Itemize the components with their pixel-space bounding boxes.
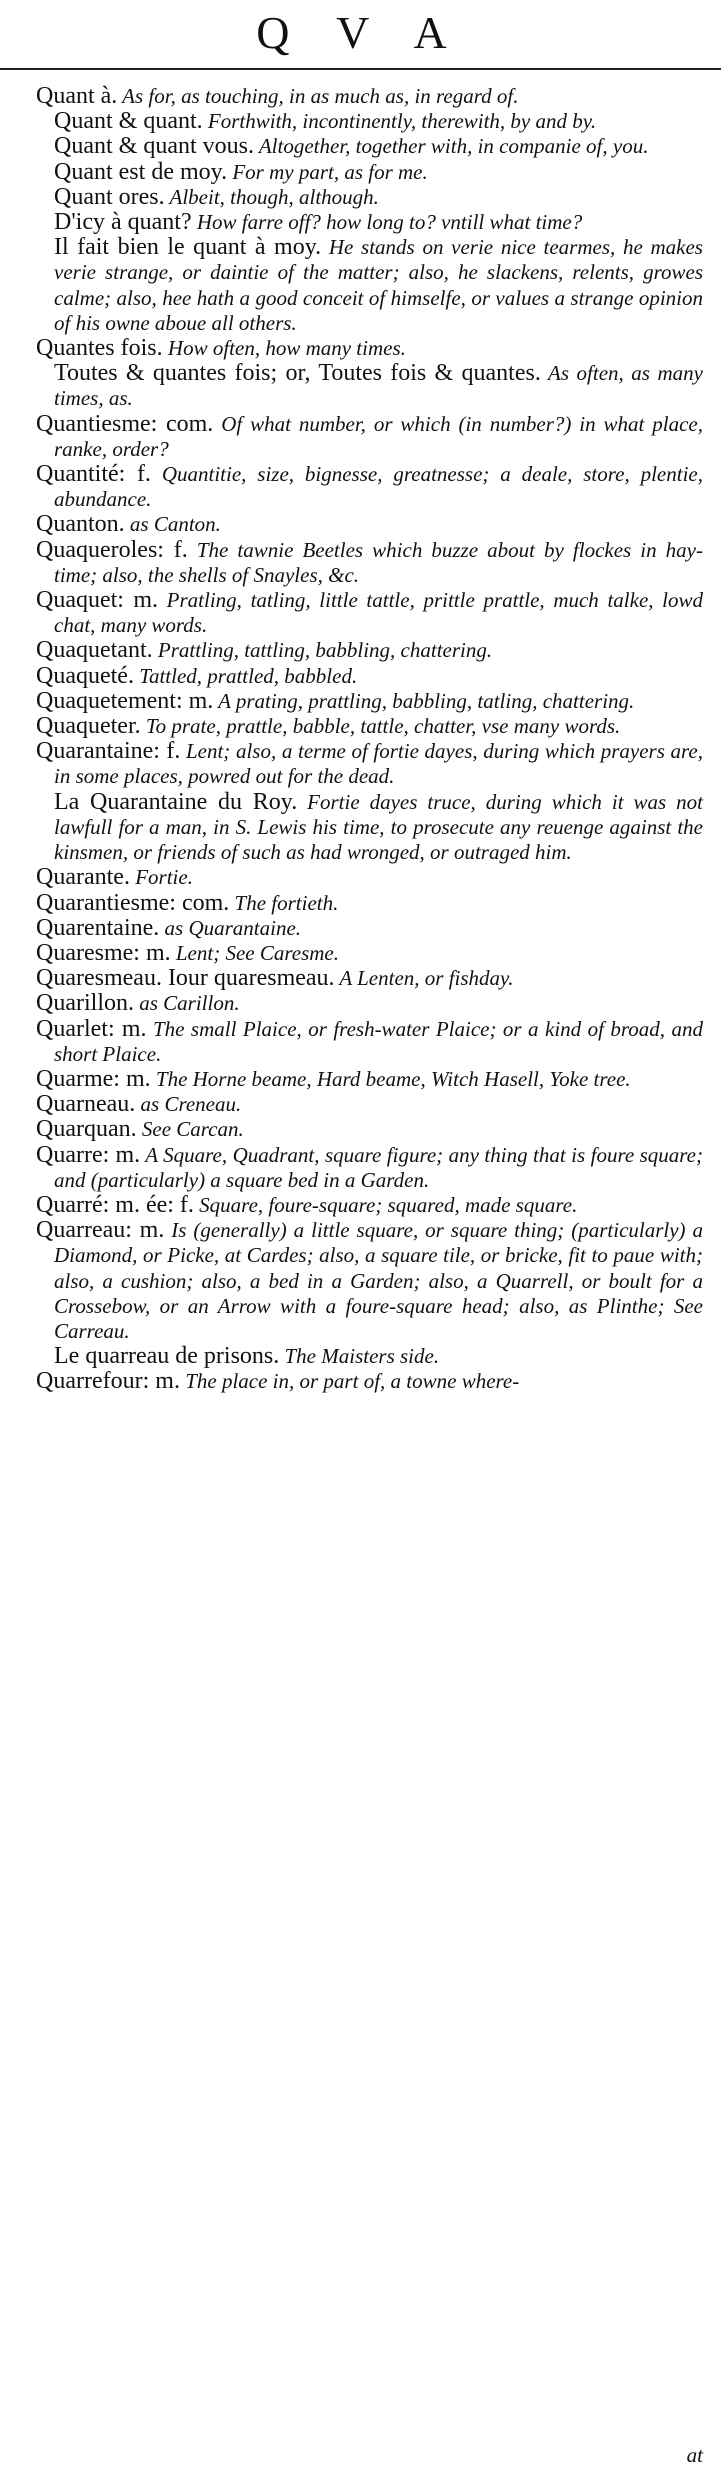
- headword: Quarrefour: m.: [36, 1368, 180, 1395]
- dictionary-entries: [0, 70, 721, 1395]
- definition: Square, foure-square; squared, made square.: [193, 1192, 578, 1217]
- headword: Quant & quant.: [54, 108, 203, 135]
- definition: Fortie.: [129, 865, 193, 890]
- definition: as Carillon.: [133, 991, 240, 1016]
- definition: Of what number, or which (in number?) in what place, ranke, order?: [54, 411, 703, 461]
- definition: The Horne beame, Hard beame, Witch Hasell, Yoke tree.: [150, 1066, 631, 1091]
- definition: as Canton.: [124, 512, 221, 537]
- dictionary-entry: [36, 891, 703, 916]
- definition: To prate, prattle, babble, tattle, chatter, vse many words.: [140, 714, 621, 739]
- definition: See Carcan.: [136, 1117, 244, 1142]
- headword: Quaresmeau. Iour quaresmeau.: [36, 965, 335, 992]
- dictionary-entry: [36, 739, 703, 789]
- headword: Quarre: m.: [36, 1141, 141, 1168]
- dictionary-entry: [36, 336, 703, 361]
- sub-entry: [36, 361, 703, 411]
- headword: Quantiesme: com.: [36, 410, 214, 437]
- headword: Quaquet: m.: [36, 587, 159, 614]
- sub-entry: [36, 134, 703, 159]
- headword: Quarneau.: [36, 1091, 136, 1118]
- dictionary-entry: [36, 1117, 703, 1142]
- dictionary-entry: [36, 1193, 703, 1218]
- dictionary-entry: [36, 538, 703, 588]
- definition: How farre off? how long to? vntill what time?: [191, 210, 583, 235]
- headword: Le quarreau de prisons.: [54, 1343, 280, 1370]
- dictionary-entry: [36, 1143, 703, 1193]
- dictionary-entry: [36, 84, 703, 109]
- headword: Quaqueter.: [36, 713, 141, 740]
- definition: A prating, prattling, babbling, tatling, chattering.: [213, 688, 635, 713]
- definition: The tawnie Beetles which buzze about by flockes in hay-time; also, the shells of Snayles, &c.: [54, 537, 703, 587]
- headword: D'icy à quant?: [54, 209, 192, 236]
- headword: Quanton.: [36, 511, 125, 538]
- headword: Quant est de moy.: [54, 158, 228, 185]
- page-header: Q V A: [256, 7, 465, 58]
- definition: The Maisters side.: [279, 1344, 440, 1369]
- definition: Is (generally) a little square, or square thing; (particularly) a Diamond, or Picke, at Cardes; also, a square tile, or bricke, fit to paue with; also, a cushion; also, a bed in a Garden; also, a Quarrell, or boult for a Crossebow, or an Arrow with a foure-square head; also, as Plinthe; See Carreau.: [54, 1218, 704, 1343]
- dictionary-entry: [36, 1218, 703, 1344]
- definition: Prattling, tattling, babbling, chattering.: [152, 638, 493, 663]
- definition: Quantitie, size, bignesse, greatnesse; a deale, store, plentie, abundance.: [54, 462, 703, 512]
- headword: Quaquetement: m.: [36, 687, 214, 714]
- headword: Quarquan.: [36, 1116, 137, 1143]
- sub-entry: [36, 160, 703, 185]
- definition: Altogether, together with, in companie of, you.: [253, 134, 649, 159]
- dictionary-entry: [36, 689, 703, 714]
- catchword: at: [686, 2443, 703, 2467]
- sub-entry: [36, 210, 703, 235]
- definition: As for, as touching, in as much as, in regard of.: [117, 84, 519, 108]
- definition: as Creneau.: [135, 1092, 242, 1117]
- headword: Quant & quant vous.: [54, 133, 254, 160]
- dictionary-entry: [36, 412, 703, 462]
- headword: Quarante.: [36, 864, 130, 891]
- dictionary-entry: [36, 512, 703, 537]
- headword: Quantité: f.: [36, 461, 151, 488]
- dictionary-entry: [36, 865, 703, 890]
- dictionary-entry: [36, 1092, 703, 1117]
- headword: Quarentaine.: [36, 914, 160, 941]
- dictionary-entry: [36, 588, 703, 638]
- definition: The fortieth.: [229, 890, 339, 915]
- sub-entry: [36, 790, 703, 866]
- sub-entry: [36, 185, 703, 210]
- dictionary-entry: [36, 638, 703, 663]
- definition: as Quarantaine.: [159, 915, 302, 940]
- definition: A Square, Quadrant, square figure; any thing that is foure square; and (particularly) a square bed in a Garden.: [54, 1142, 703, 1192]
- dictionary-entry: [36, 1017, 703, 1067]
- dictionary-entry: [36, 1369, 703, 1394]
- definition: The place in, or part of, a towne where-: [179, 1369, 520, 1394]
- headword: Toutes & quantes fois; or, Toutes fois & quantes.: [54, 360, 541, 387]
- dictionary-entry: [36, 462, 703, 512]
- definition: Tattled, prattled, babbled.: [133, 663, 358, 688]
- dictionary-entry: [36, 941, 703, 966]
- headword: La Quarantaine du Roy.: [54, 788, 298, 815]
- dictionary-entry: [36, 1067, 703, 1092]
- headword: Il fait bien le quant à moy.: [54, 234, 322, 261]
- headword: Quant ores.: [54, 183, 165, 210]
- headword: Quarme: m.: [36, 1065, 151, 1092]
- sub-entry: [36, 235, 703, 336]
- sub-entry: [36, 1344, 703, 1369]
- headword: Quaquetant.: [36, 637, 153, 664]
- definition: Lent; See Caresme.: [170, 940, 339, 965]
- definition: Pratling, tatling, little tattle, prittle prattle, much talke, lowd chat, many words.: [54, 588, 703, 638]
- headword: Quaqueroles: f.: [36, 536, 188, 563]
- dictionary-entry: [36, 966, 703, 991]
- headword: Quarreau: m.: [36, 1217, 165, 1244]
- dictionary-entry: [36, 714, 703, 739]
- dictionary-entry: [36, 664, 703, 689]
- definition: Forthwith, incontinently, therewith, by and by.: [202, 109, 597, 134]
- headword: Quarillon.: [36, 990, 134, 1017]
- definition: Albeit, though, although.: [164, 184, 379, 209]
- definition: He stands on verie nice tearmes, he makes verie strange, or daintie of the matter; also, he slackens, relents, growes calme; also, hee hath a good conceit of himselfe, or values a strange opinion of his owne aboue all others.: [54, 235, 703, 335]
- definition: Fortie dayes truce, during which it was not lawfull for a man, in S. Lewis his time, to prosecute any reuenge against the kinsmen, or friends of such as had wronged, or outraged him.: [54, 789, 703, 865]
- definition: How often, how many times.: [162, 336, 406, 361]
- headword: Quaqueté.: [36, 662, 134, 689]
- sub-entry: [36, 109, 703, 134]
- definition: Lent; also, a terme of fortie dayes, during which prayers are, in some places, powred out for the dead.: [54, 739, 703, 789]
- definition: For my part, as for me.: [227, 159, 428, 184]
- headword: Quarantaine: f.: [36, 738, 181, 765]
- definition: As often, as many times, as.: [54, 361, 703, 411]
- headword: Quarantiesme: com.: [36, 889, 230, 916]
- headword: Quarré: m. ée: f.: [36, 1191, 194, 1218]
- definition: The small Plaice, or fresh-water Plaice; or a kind of broad, and short Plaice.: [54, 1016, 703, 1066]
- headword: Quant à.: [36, 83, 118, 109]
- headword: Quarlet: m.: [36, 1015, 147, 1042]
- dictionary-entry: [36, 916, 703, 941]
- headword: Quantes fois.: [36, 335, 163, 362]
- dictionary-entry: [36, 991, 703, 1016]
- definition: A Lenten, or fishday.: [334, 966, 514, 991]
- headword: Quaresme: m.: [36, 939, 171, 966]
